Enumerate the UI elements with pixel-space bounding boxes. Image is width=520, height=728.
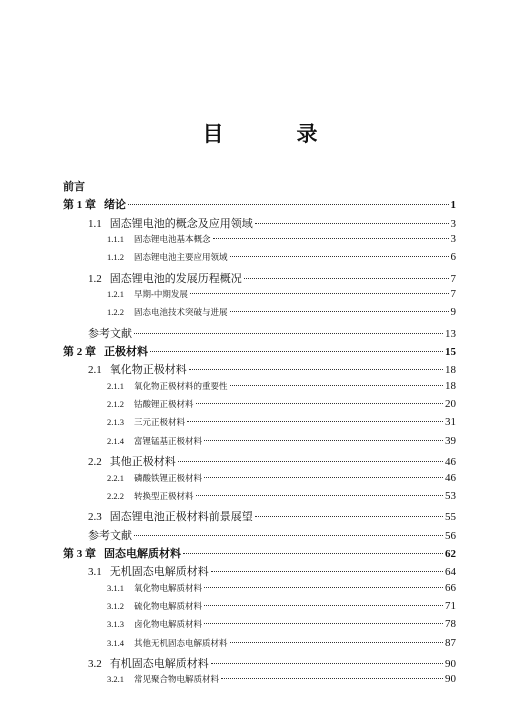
- dot-leader: [183, 553, 443, 554]
- toc-entry[interactable]: [63, 196, 456, 214]
- toc-entry-number: 3.1.4: [107, 637, 124, 648]
- toc-entry-number: 2.1.2: [107, 399, 124, 410]
- toc-entry-page: 31: [445, 416, 456, 429]
- dot-leader: [128, 204, 449, 205]
- toc-entry[interactable]: [63, 563, 456, 581]
- toc-entry-label: [63, 196, 126, 212]
- toc-entry-label: [88, 453, 176, 469]
- toc-entry-title: 绪论: [104, 198, 126, 212]
- toc-entry-title: 参考文献: [88, 528, 132, 542]
- toc-entry[interactable]: [63, 508, 456, 526]
- toc-entry-page: 7: [450, 288, 456, 301]
- toc-entry[interactable]: [63, 361, 456, 379]
- toc-entry-label: [88, 527, 132, 543]
- dot-leader: [255, 516, 443, 517]
- dot-leader: [230, 311, 449, 312]
- toc-entry-page: 90: [445, 657, 456, 670]
- dot-leader: [189, 369, 443, 370]
- toc-entry[interactable]: [63, 472, 456, 490]
- toc-entry[interactable]: [63, 582, 456, 600]
- toc-entry-label: [88, 563, 209, 579]
- toc-entry[interactable]: [63, 251, 456, 269]
- toc-entry-page: 15: [445, 346, 456, 359]
- toc-entry-title: 硫化物电解质材料: [134, 601, 203, 612]
- toc-entry-label: [88, 508, 253, 524]
- dot-leader: [204, 587, 443, 588]
- toc-entry-page: 87: [445, 636, 456, 649]
- toc-entry-title: 参考文献: [88, 326, 132, 340]
- toc-entry-label: [107, 233, 211, 245]
- toc-entry-label: [107, 490, 194, 502]
- toc-entry-title: 氧化物正极材料的重要性: [134, 381, 228, 392]
- dot-leader: [134, 333, 443, 334]
- toc-entry-page: 62: [445, 547, 456, 560]
- toc-entry-title: 氧化物正极材料: [109, 363, 187, 377]
- toc-entry[interactable]: [63, 233, 456, 251]
- toc-entry-label: [88, 361, 187, 377]
- dot-leader: [190, 293, 449, 294]
- toc-entry-number: 2.1.3: [107, 417, 124, 428]
- dot-leader: [230, 256, 449, 257]
- dot-leader: [150, 351, 443, 352]
- toc-entry-number: 2.1.1: [107, 380, 124, 391]
- toc-entry-number: 1.1.2: [107, 252, 124, 263]
- toc-entry-title: 磷酸铁锂正极材料: [134, 473, 203, 484]
- toc-entry[interactable]: [63, 416, 456, 434]
- toc-entry-label: [63, 178, 85, 194]
- dot-leader: [187, 421, 443, 422]
- toc-entry[interactable]: [63, 306, 456, 324]
- toc-entry-number: 第 3 章: [63, 547, 96, 560]
- toc-entry-label: [88, 325, 132, 341]
- toc-entry-number: 1.2: [88, 272, 102, 285]
- toc-entry-title: 富锂锰基正极材料: [134, 436, 203, 447]
- toc-entry-number: 1.1: [88, 217, 102, 230]
- toc-entry-page: 13: [445, 327, 456, 340]
- toc-entry-number: 3.2: [88, 657, 102, 670]
- toc-entry-page: 46: [445, 471, 456, 484]
- toc-entry-number: 3.2.1: [107, 674, 124, 685]
- dot-leader: [255, 223, 449, 224]
- toc-entry[interactable]: [63, 398, 456, 416]
- toc-entry-label: [107, 380, 228, 392]
- toc-entry[interactable]: [63, 270, 456, 288]
- toc-entry-title: 固态锂电池主要应用领域: [134, 253, 228, 264]
- toc-entry[interactable]: [63, 527, 456, 545]
- toc-entry-page: 18: [445, 379, 456, 392]
- toc-entry-label: [107, 600, 202, 612]
- page-title: 目 录: [202, 121, 344, 146]
- toc-entry-page: 9: [450, 306, 456, 319]
- toc-entry[interactable]: [63, 178, 456, 196]
- toc-entry-label: [107, 637, 228, 649]
- toc-entry-number: 1.2.2: [107, 307, 124, 318]
- toc-entry-number: 2.1: [88, 364, 102, 377]
- toc-entry-number: 3.1.3: [107, 619, 124, 630]
- toc-entry-page: 66: [445, 581, 456, 594]
- toc-entry-number: 2.2: [88, 456, 102, 469]
- dot-leader: [221, 678, 443, 679]
- dot-leader: [211, 571, 443, 572]
- dot-leader: [204, 623, 443, 624]
- toc-entry[interactable]: [63, 673, 456, 691]
- toc-entry-page: 71: [445, 599, 456, 612]
- toc-entry-number: 3.1.1: [107, 582, 124, 593]
- toc-entry-title: 固态锂电池基本概念: [134, 235, 211, 246]
- toc-entry-label: [63, 545, 181, 561]
- toc-entry-number: 第 2 章: [63, 346, 96, 359]
- toc-entry-label: [107, 582, 202, 594]
- toc-entry-label: [88, 270, 242, 286]
- dot-leader: [244, 278, 449, 279]
- toc-entry-page: 7: [450, 272, 456, 285]
- toc-entry-title: 前言: [63, 180, 85, 193]
- toc-entry-label: [107, 288, 188, 300]
- toc-entry-title: 有机固态电解质材料: [109, 656, 209, 670]
- toc-entry-page: 53: [445, 489, 456, 502]
- toc-entry-number: 1.1.1: [107, 234, 124, 245]
- toc-entry-number: 3.1.2: [107, 600, 124, 611]
- toc-entry-title: 其他正极材料: [109, 455, 176, 469]
- toc-entry-page: 1: [450, 199, 456, 212]
- toc-entry-title: 固态电池技术突破与进展: [134, 308, 228, 319]
- toc-entry[interactable]: [63, 325, 456, 343]
- toc-entry-number: 2.3: [88, 511, 102, 524]
- toc-entry-page: 46: [445, 456, 456, 469]
- toc-entry-label: [107, 306, 228, 318]
- dot-leader: [178, 461, 443, 462]
- toc-entry-number: 第 1 章: [63, 199, 96, 212]
- toc-entry-label: [107, 251, 228, 263]
- toc-entry[interactable]: [63, 655, 456, 673]
- toc-entry-title: 转换型正极材料: [134, 491, 194, 502]
- toc-entry-label: [107, 472, 202, 484]
- toc-entry[interactable]: [63, 380, 456, 398]
- toc-entry-number: 2.1.4: [107, 435, 124, 446]
- toc-entry[interactable]: [63, 215, 456, 233]
- toc-entry-number: 3.1: [88, 566, 102, 579]
- dot-leader: [230, 642, 443, 643]
- toc-entry-title: 氧化物电解质材料: [134, 583, 203, 594]
- toc-entry-label: [88, 215, 253, 231]
- toc-entry-page: 18: [445, 364, 456, 377]
- toc-entry-number: 1.2.1: [107, 289, 124, 300]
- toc-entry-label: [88, 655, 209, 671]
- toc-entry-page: 20: [445, 398, 456, 411]
- toc-entry-label: [107, 673, 219, 685]
- toc-entry[interactable]: [63, 637, 456, 655]
- toc-entry-label: [107, 618, 202, 630]
- dot-leader: [196, 403, 443, 404]
- toc-entry-page: 56: [445, 529, 456, 542]
- toc-entry-title: 固态锂电池正极材料前景展望: [109, 510, 253, 524]
- toc-entry-title: 固态锂电池的概念及应用领域: [109, 216, 253, 230]
- toc-entry-page: 90: [445, 673, 456, 686]
- toc-entry[interactable]: [63, 618, 456, 636]
- toc-entry-title: 其他无机固态电解质材料: [134, 638, 228, 649]
- dot-leader: [213, 238, 449, 239]
- toc-entry-title: 固态锂电池的发展历程概况: [109, 271, 242, 285]
- toc-entry[interactable]: [63, 490, 456, 508]
- dot-leader: [211, 663, 443, 664]
- toc-entry-label: [107, 398, 194, 410]
- toc-entry-title: 钴酸锂正极材料: [134, 400, 194, 411]
- toc-entry-page: 64: [445, 566, 456, 579]
- toc-entry-page: 3: [450, 217, 456, 230]
- toc-entry-label: [107, 435, 202, 447]
- toc-entry-page: 3: [450, 233, 456, 246]
- toc-entry-page: 55: [445, 511, 456, 524]
- toc-entry[interactable]: [63, 435, 456, 453]
- toc-entry[interactable]: [63, 343, 456, 361]
- toc-entry[interactable]: [63, 288, 456, 306]
- toc-entry-title: 早期-中期发展: [134, 290, 188, 301]
- toc-entry-page: 78: [445, 618, 456, 631]
- toc-entry[interactable]: [63, 545, 456, 563]
- dot-leader: [204, 477, 443, 478]
- toc-entry-label: [63, 343, 148, 359]
- toc-entry-title: 常见聚合物电解质材料: [134, 675, 220, 686]
- toc-entry-page: 39: [445, 434, 456, 447]
- dot-leader: [204, 440, 443, 441]
- toc-entry-title: 三元正极材料: [134, 418, 186, 429]
- toc-entry-number: 2.2.1: [107, 472, 124, 483]
- dot-leader: [134, 535, 443, 536]
- dot-leader: [230, 385, 443, 386]
- toc-entry-title: 固态电解质材料: [104, 546, 181, 560]
- toc-entry[interactable]: [63, 453, 456, 471]
- dot-leader: [204, 605, 443, 606]
- toc-entry[interactable]: [63, 600, 456, 618]
- toc-entry-title: 无机固态电解质材料: [109, 565, 209, 579]
- toc-entry-label: [107, 416, 185, 428]
- toc-entry-title: 正极材料: [104, 345, 148, 359]
- table-of-contents: [63, 178, 456, 692]
- toc-entry-number: 2.2.2: [107, 490, 124, 501]
- dot-leader: [196, 495, 443, 496]
- toc-entry-title: 卤化物电解质材料: [134, 620, 203, 631]
- toc-entry-page: 6: [450, 251, 456, 264]
